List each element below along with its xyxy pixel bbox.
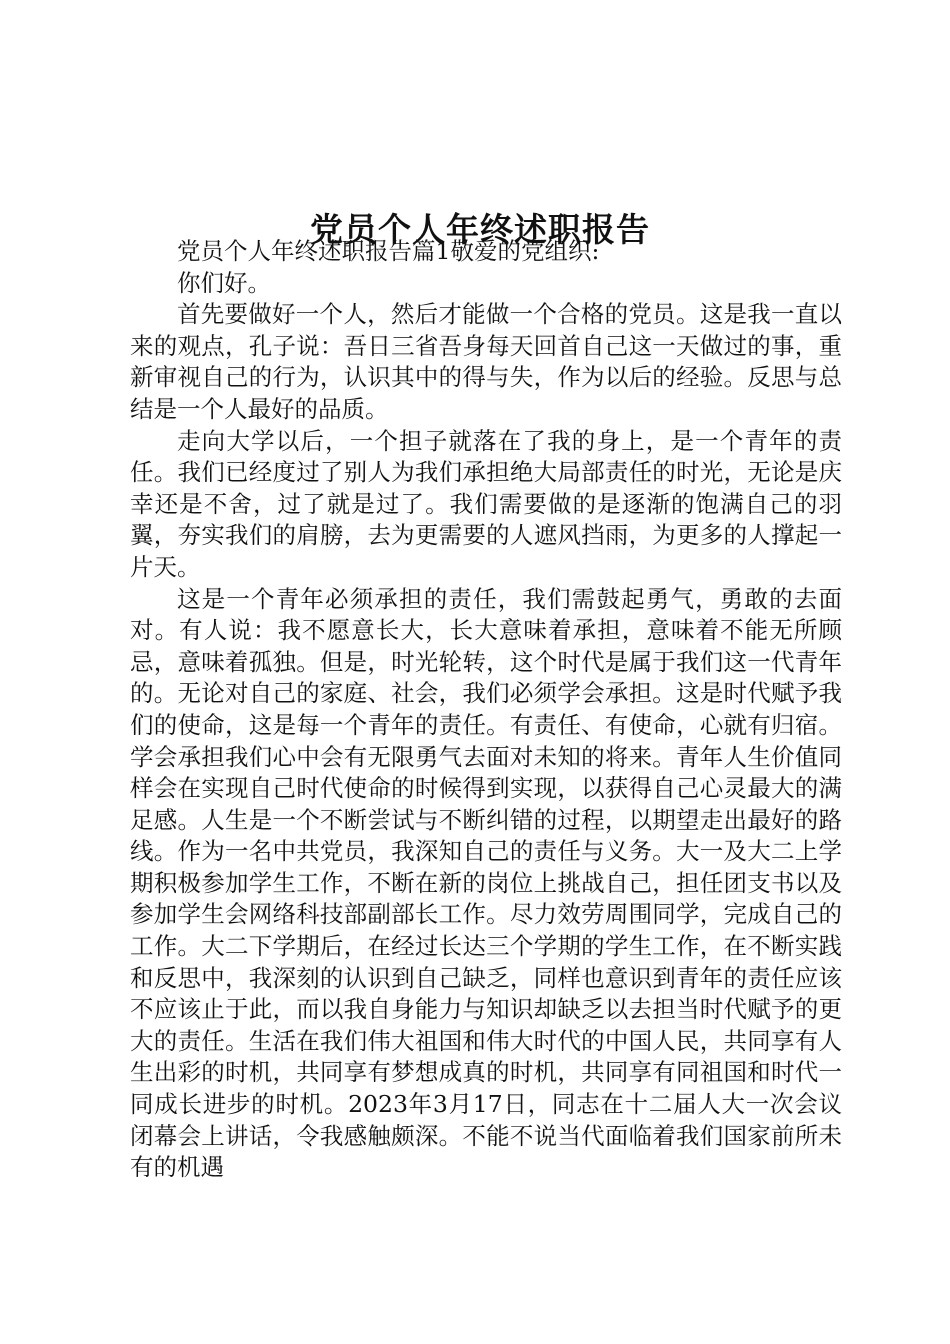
document-body [130, 236, 842, 1184]
paragraph-greeting: 你们好。 [177, 268, 271, 297]
paragraph-opening: 党员个人年终述职报告篇1敬爱的党组织: [177, 237, 600, 265]
paragraph: 走向大学以后，一个担子就落在了我的身上，是一个青年的责任。我们已经度过了别人为我们承担绝大局部责任的时光，无论是庆幸还是不舍，过了就是过了。我们需要做的是逐渐的饱满自己的羽翼，夯实我们的肩膀，去为更需要的人遮风挡雨，为更多的人撑起一片天。 [130, 426, 842, 581]
paragraph: 这是一个青年必须承担的责任，我们需鼓起勇气，勇敢的去面对。有人说：我不愿意长大，长大意味着承担，意味着不能无所顾忌，意味着孤独。但是，时光轮转，这个时代是属于我们这一代青年的。无论对自己的家庭、社会，我们必须学会承担。这是时代赋予我们的使命，这是每一个青年的责任。有责任、有使命，心就有归宿。学会承担我们心中会有无限勇气去面对未知的将来。青年人生价值同样会在实现自己时代使命的时候得到实现，以获得自己心灵最大的满足感。人生是一个不断尝试与不断纠错的过程，以期望走出最好的路线。作为一名中共党员，我深知自己的责任与义务。大一及大二上学期积极参加学生工作，不断在新的岗位上挑战自己，担任团支书以及参加学生会网络科技部副部长工作。尽力效劳周围同学，完成自己的工作。大二下学期后，在经过长达三个学期的学生工作，在不断实践和反思中，我深刻的认识到自己缺乏，同样也意识到青年的责任应该不应该止于此，而以我自身能力与知识却缺乏以去担当时代赋予的更大的责任。生活在我们伟大祖国和伟大时代的中国人民，共同享有人生出彩的时机，共同享有梦想成真的时机，共同享有同祖国和时代一同成长进步的时机。2023年3月17日，同志在十二届人大一次会议闭幕会上讲话，令我感触颇深。不能不说当代面临着我们国家前所未有的机遇 [130, 584, 842, 1182]
document-title: 党员个人年终述职报告 [310, 210, 650, 250]
paragraph: 首先要做好一个人，然后才能做一个合格的党员。这是我一直以来的观点，孔子说：吾日三省吾身每天回首自己这一天做过的事，重新审视自己的行为，认识其中的得与失，作为以后的经验。反思与总结是一个人最好的品质。 [130, 300, 842, 423]
